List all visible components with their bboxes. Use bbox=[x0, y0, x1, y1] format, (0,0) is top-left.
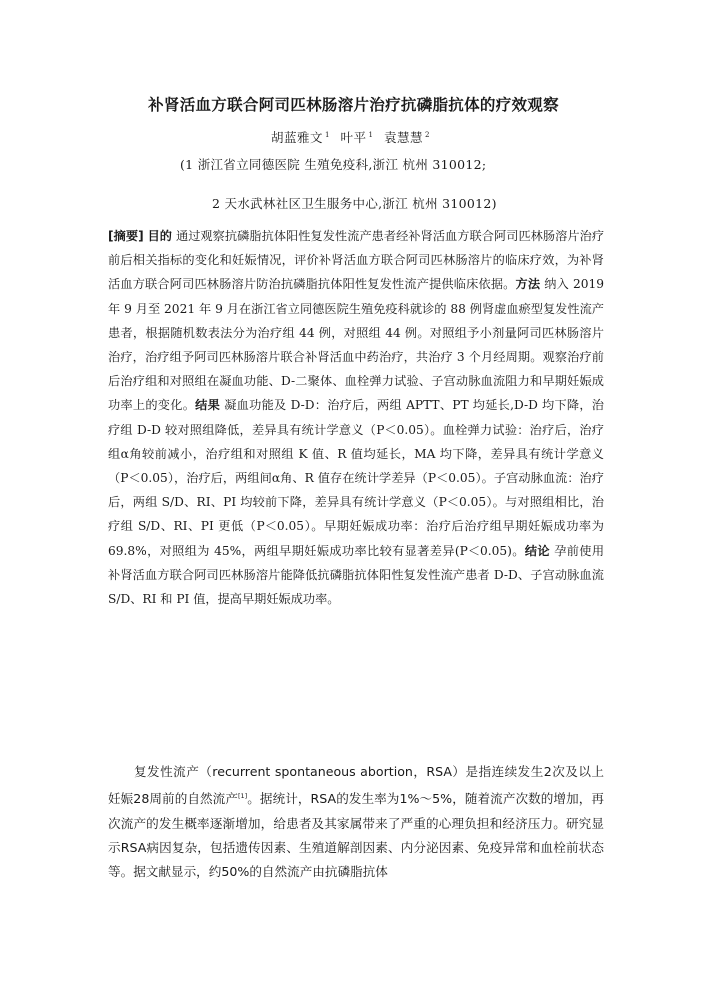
results-text: 凝血功能及 D-D：治疗后，两组 APTT、PT 均延长,D-D 均下降，治疗组 D-D 较对照组降低，差异具有统计学意义（P＜0.05）。血栓弹力试验：治疗后，治疗组α角较前减小，治疗组和对照组 K 值、R 值均延长，MA 均下降，差异具有统计学意义（P＜0.05），治疗后，两组间α角、R 值存在统计学差异（P＜0.05）。子宫动脉血流：治疗后，两组 S/D、RI、PI 均较前下降，差异具有统计学意义（P＜0.05）。与对照组相比，治疗组 S/D、RI、PI 更低（P＜0.05）。早期妊娠成功率：治疗后治疗组早期妊娠成功率为 69.8%，对照组为 45%，两组早期妊娠成功率比较有显著差异(P＜0.05)。 bbox=[108, 398, 604, 558]
affiliation-line: 2 天水武林社区卫生服务中心,浙江 杭州 310012) bbox=[212, 196, 497, 211]
conclusion-label: 结论 bbox=[524, 543, 550, 558]
author-name: 叶平 bbox=[340, 130, 367, 145]
author-affiliation-mark: 1 bbox=[325, 130, 331, 139]
author-name: 袁慧慧 bbox=[383, 130, 423, 145]
methods-text: 纳入 2019 年 9 月至 2021 年 9 月在浙江省立同德医院生殖免疫科就诊的 88 例肾虚血瘀型复发性流产患者，根据随机数表法分为治疗组 44 例，对照组 44 例。对照组予小剂量阿司匹林肠溶片治疗，治疗组予阿司匹林肠溶片联合补肾活血中药治疗，共治疗 3 个月经周期。观察治疗前后治疗组和对照组在凝血功能、D-二聚体、血栓弹力试验、子宫动脉血流阻力和早期妊娠成功率上的变化。 bbox=[108, 277, 605, 413]
intro-text-continued: 。据统计，RSA的发生率为1%～5%，随着流产次数的增加，再次流产的发生概率逐渐增加，给患者及其家属带来了严重的心理负担和经济压力。研究显示RSA病因复杂，包括遗传因素、生殖道解剖因素、内分泌因素、免疫异常和血栓前状态等。据文献显示，约50%的自然流产由抗磷脂抗体 bbox=[108, 791, 604, 880]
paper-title: 补肾活血方联合阿司匹林肠溶片治疗抗磷脂抗体的疗效观察 bbox=[148, 96, 559, 114]
affiliation-line: (1 浙江省立同德医院 生殖免疫科,浙江 杭州 310012; bbox=[180, 157, 487, 172]
intro-text: 复发性流产（recurrent spontaneous abortion，RSA）是指连续发生2次及以上妊娠28周前的自然流产 bbox=[108, 764, 604, 807]
abstract-label: [摘要] bbox=[108, 229, 144, 243]
abstract bbox=[108, 224, 604, 611]
author-affiliation-mark: 1 bbox=[368, 130, 374, 139]
methods-label: 方法 bbox=[515, 277, 541, 292]
results-label: 结果 bbox=[195, 398, 221, 413]
objective-text: 通过观察抗磷脂抗体阳性复发性流产患者经补肾活血方联合阿司匹林肠溶片治疗前后相关指标的变化和妊娠情况，评价补肾活血方联合阿司匹林肠溶片的临床疗效，为补肾活血方联合阿司匹林肠溶片防治抗磷脂抗体阳性复发性流产提供临床依据。 bbox=[108, 229, 605, 292]
author-affiliation-mark: 2 bbox=[424, 130, 430, 139]
conclusion-text: 孕前使用补肾活血方联合阿司匹林肠溶片能降低抗磷脂抗体阳性复发性流产患者 D-D、子宫动脉血流 S/D、RI 和 PI 值，提高早期妊娠成功率。 bbox=[108, 543, 605, 607]
author-list bbox=[0, 128, 707, 146]
author-name: 胡蓝雅文 bbox=[271, 130, 324, 145]
citation-reference: [1] bbox=[237, 792, 248, 801]
objective-label: 目的 bbox=[147, 229, 173, 243]
intro-paragraph bbox=[108, 760, 604, 885]
